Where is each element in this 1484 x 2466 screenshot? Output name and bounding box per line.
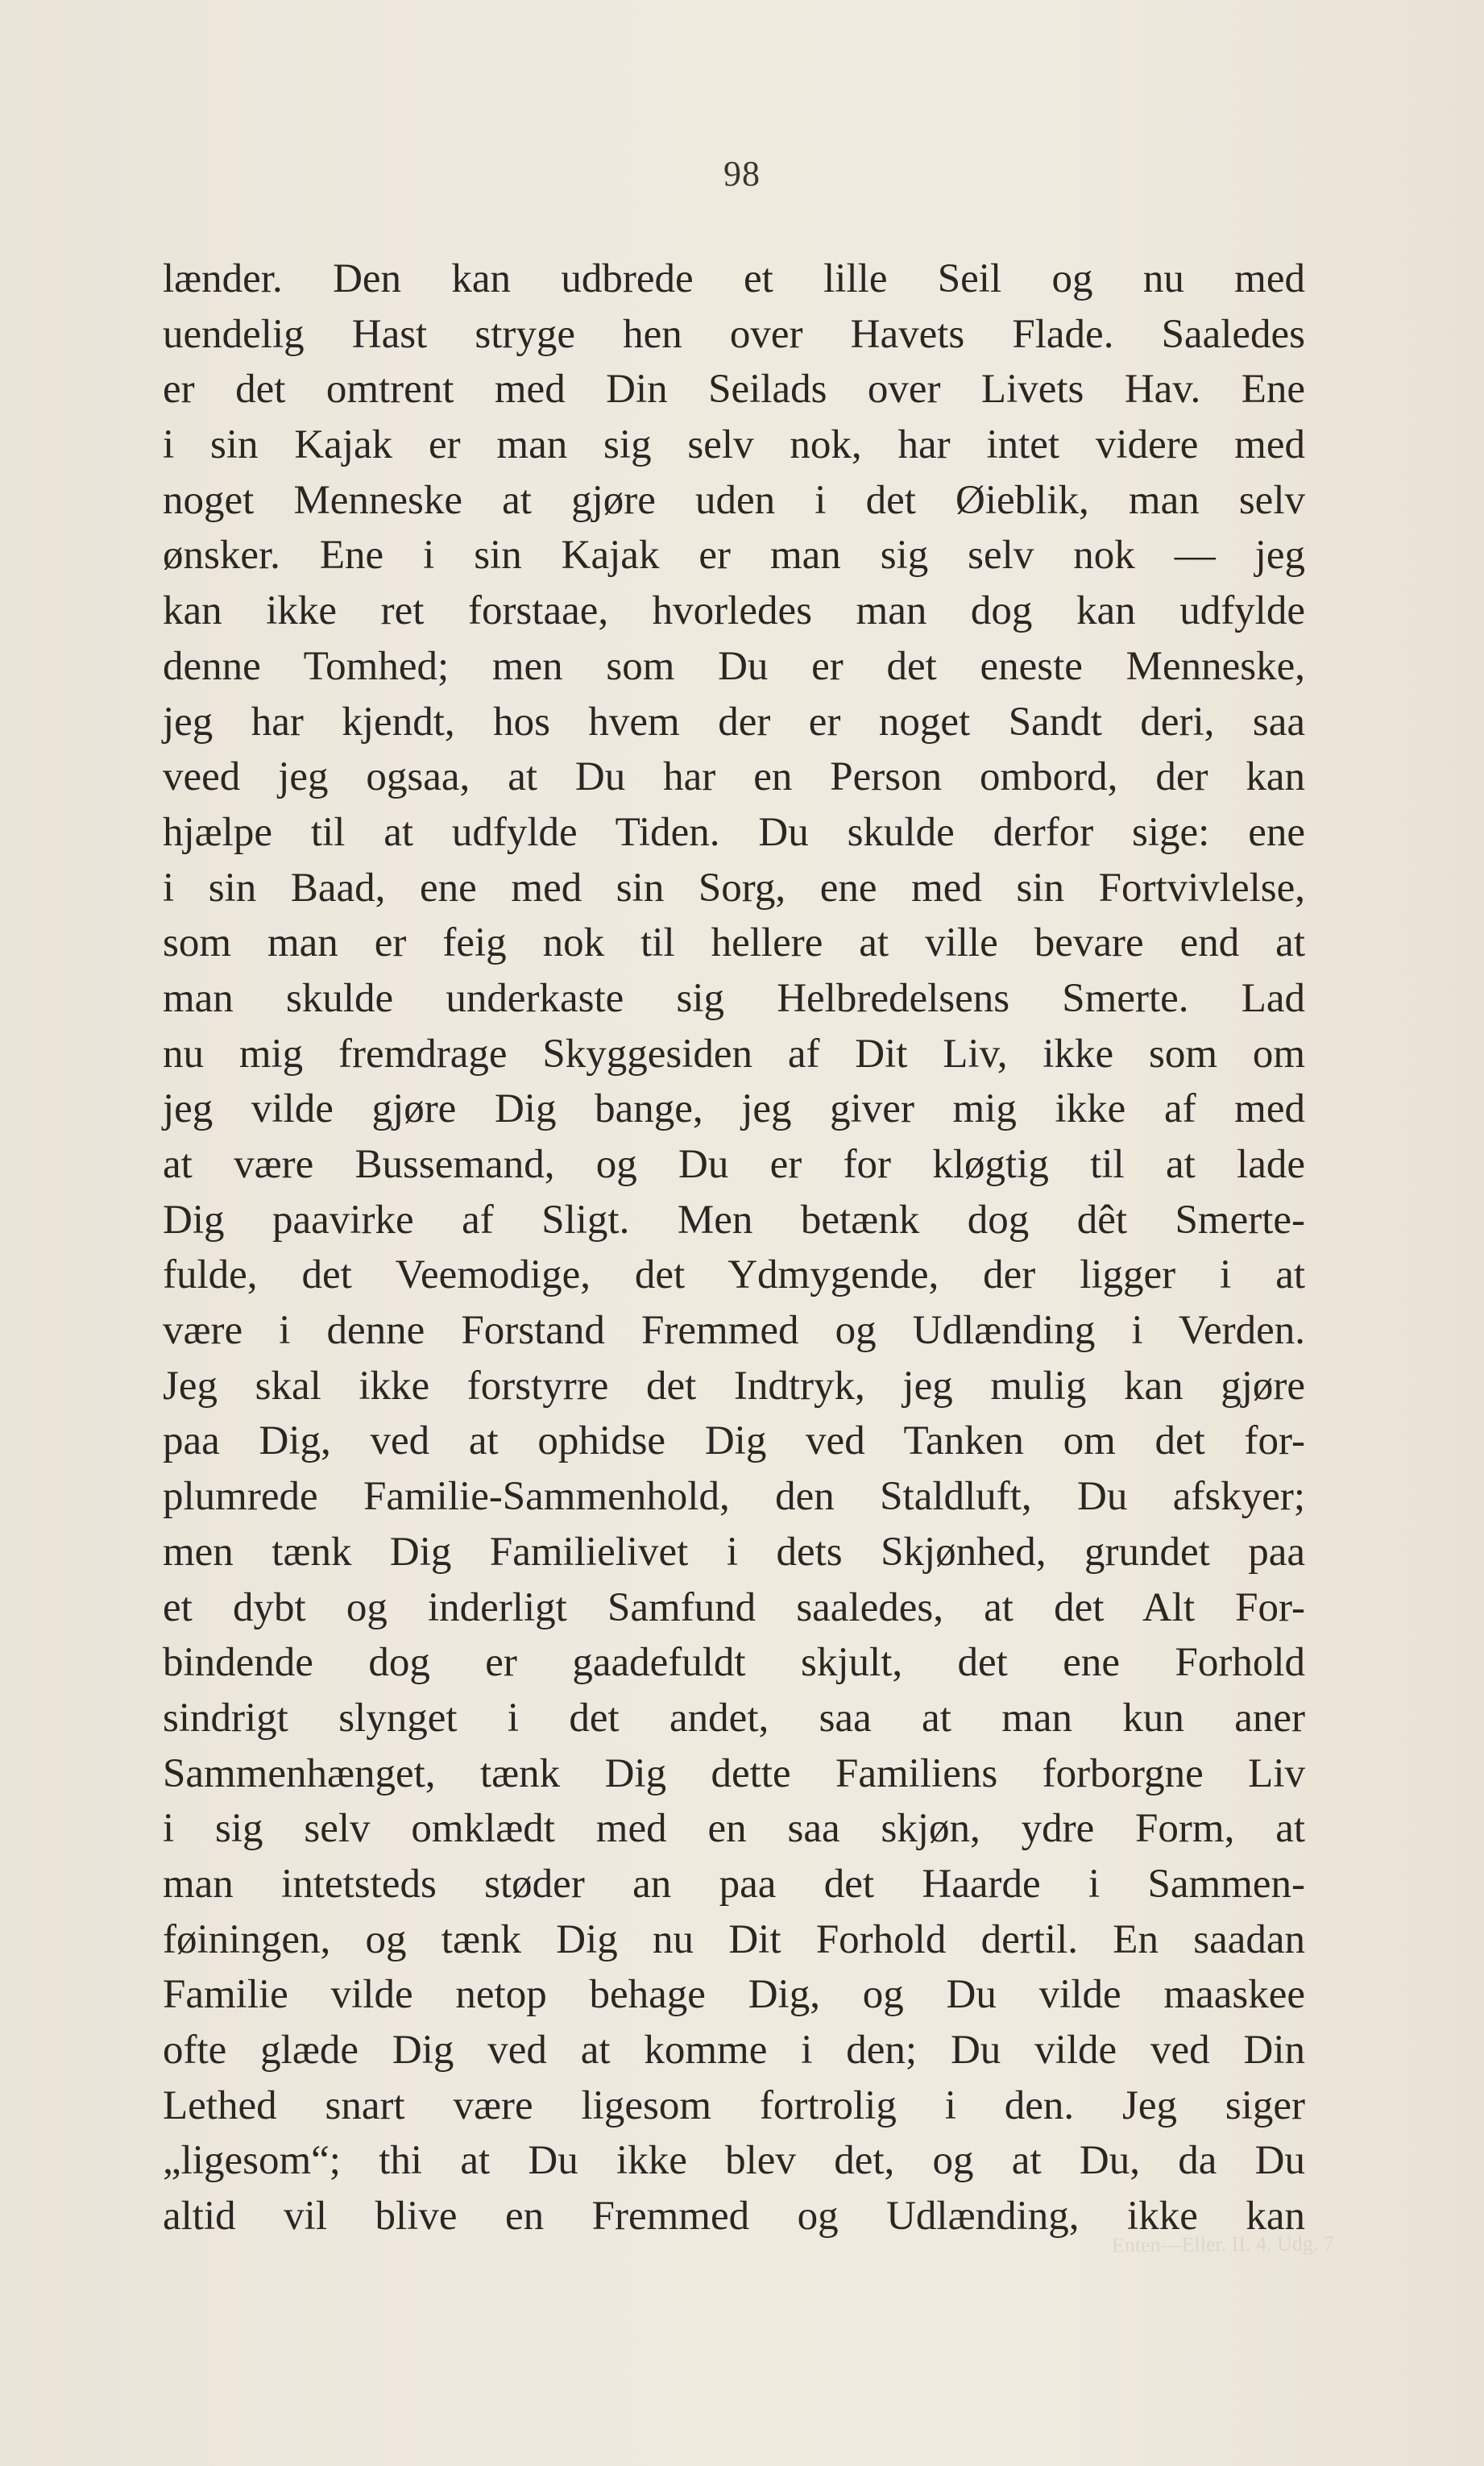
body-text bbox=[163, 251, 1305, 2244]
text-line: i sin Kajak er man sig selv nok, har intet videre med bbox=[163, 422, 1305, 468]
text-line: er det omtrent med Din Seilads over Livets Hav. Ene bbox=[163, 367, 1305, 413]
text-line: som man er feig nok til hellere at ville bevare end at bbox=[163, 920, 1305, 966]
text-line: altid vil blive en Fremmed og Udlænding, ikke kan bbox=[163, 2194, 1305, 2240]
text-line: Lethed snart være ligesom fortrolig i den. Jeg siger bbox=[163, 2082, 1305, 2128]
text-line: bindende dog er gaadefuldt skjult, det ene Forhold bbox=[163, 1640, 1305, 1686]
text-line: men tænk Dig Familielivet i dets Skjønhed, grundet paa bbox=[163, 1529, 1305, 1575]
text-line: føiningen, og tænk Dig nu Dit Forhold dertil. En saadan bbox=[163, 1916, 1305, 1962]
text-line: noget Menneske at gjøre uden i det Øieblik, man selv bbox=[163, 477, 1305, 523]
text-line: plumrede Familie-Sammenhold, den Staldluft, Du afskyer; bbox=[163, 1474, 1305, 1520]
text-line: et dybt og inderligt Samfund saaledes, at det Alt For- bbox=[163, 1584, 1305, 1630]
text-line: være i denne Forstand Fremmed og Udlænding i Verden. bbox=[163, 1308, 1305, 1354]
text-line: nu mig fremdrage Skyggesiden af Dit Liv, ikke som om bbox=[163, 1031, 1305, 1077]
text-line: Familie vilde netop behage Dig, og Du vilde maaskee bbox=[163, 1972, 1305, 2018]
text-line: denne Tomhed; men som Du er det eneste Menneske, bbox=[163, 643, 1305, 689]
text-line: ønsker. Ene i sin Kajak er man sig selv nok — jeg bbox=[163, 533, 1305, 579]
text-line: paa Dig, ved at ophidse Dig ved Tanken om det for- bbox=[163, 1418, 1305, 1464]
text-line: sindrigt slynget i det andet, saa at man kun aner bbox=[163, 1695, 1305, 1741]
text-line: jeg vilde gjøre Dig bange, jeg giver mig ikke af med bbox=[163, 1086, 1305, 1132]
text-line: Dig paavirke af Sligt. Men betænk dog dêt Smerte- bbox=[163, 1197, 1305, 1243]
text-line: ofte glæde Dig ved at komme i den; Du vilde ved Din bbox=[163, 2028, 1305, 2073]
text-line: fulde, det Veemodige, det Ydmygende, der ligger i at bbox=[163, 1252, 1305, 1298]
text-line: Sammenhænget, tænk Dig dette Familiens forborgne Liv bbox=[163, 1750, 1305, 1796]
text-line: hjælpe til at udfylde Tiden. Du skulde derfor sige: ene bbox=[163, 809, 1305, 855]
text-line: veed jeg ogsaa, at Du har en Person ombord, der kan bbox=[163, 754, 1305, 800]
text-line: lænder. Den kan udbrede et lille Seil og nu med bbox=[163, 256, 1305, 301]
footer-signature-ghost: Enten—Eller. II. 4. Udg. 7 bbox=[1111, 2231, 1334, 2257]
text-line: kan ikke ret forstaae, hvorledes man dog kan udfylde bbox=[163, 588, 1305, 634]
text-line: jeg har kjendt, hos hvem der er noget Sandt deri, saa bbox=[163, 699, 1305, 745]
text-line: uendelig Hast stryge hen over Havets Flade. Saaledes bbox=[163, 311, 1305, 357]
text-line: i sin Baad, ene med sin Sorg, ene med sin Fortvivlelse, bbox=[163, 865, 1305, 911]
text-line: man intetsteds støder an paa det Haarde i Sammen- bbox=[163, 1861, 1305, 1907]
text-line: at være Bussemand, og Du er for kløgtig til at lade bbox=[163, 1142, 1305, 1187]
text-line: i sig selv omklædt med en saa skjøn, ydre Form, at bbox=[163, 1806, 1305, 1852]
text-line: man skulde underkaste sig Helbredelsens Smerte. Lad bbox=[163, 975, 1305, 1021]
page-number: 98 bbox=[723, 154, 761, 193]
text-line: Jeg skal ikke forstyrre det Indtryk, jeg mulig kan gjøre bbox=[163, 1363, 1305, 1409]
text-line: „ligesom“; thi at Du ikke blev det, og at Du, da Du bbox=[163, 2138, 1305, 2184]
